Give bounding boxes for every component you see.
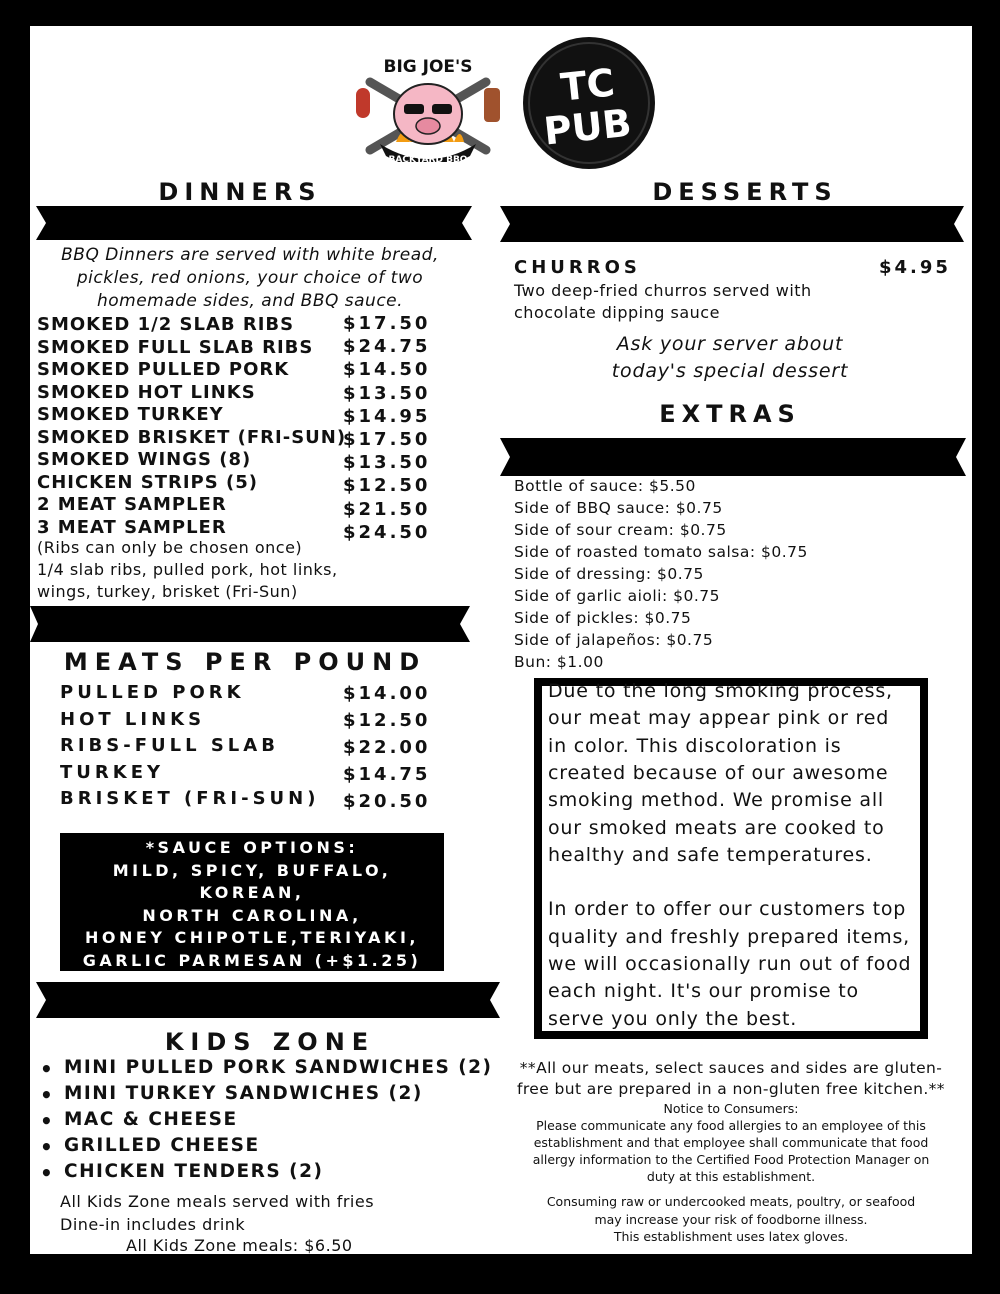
- notice-line: created because of our awesome: [548, 761, 889, 784]
- notice-line: Please communicate any food allergies to an employee of this: [536, 1118, 926, 1133]
- kids-note: All Kids Zone meals: $6.50: [126, 1236, 353, 1254]
- notice-line: duty at this establishment.: [646, 1169, 816, 1184]
- special-line: Ask your server about: [616, 333, 844, 355]
- meat-item-price: $14.00: [343, 683, 431, 704]
- intro-line: BBQ Dinners are served with white bread,: [61, 245, 439, 265]
- dinners-intro: [40, 244, 460, 313]
- dinner-item-name: SMOKED BRISKET (FRI-SUN): [37, 426, 347, 448]
- churros-desc: Two deep-fried churros served with: [514, 281, 812, 300]
- big-joes-logo: [348, 44, 508, 162]
- dinner-item-name: SMOKED HOT LINKS: [37, 381, 256, 403]
- dinner-item-price: $24.50: [343, 521, 431, 543]
- extras-item: Side of BBQ sauce: $0.75: [514, 499, 723, 517]
- notice-line: our meat may appear pink or red: [548, 707, 890, 730]
- gluten-line: free but are prepared in a non-gluten free kitchen.**: [517, 1080, 945, 1098]
- kids-item: • MINI TURKEY SANDWICHES (2): [64, 1083, 423, 1104]
- svg-text:PUB: PUB: [541, 100, 634, 154]
- gluten-note: [496, 1058, 966, 1100]
- extras-item: Side of sour cream: $0.75: [514, 521, 727, 539]
- notice-line: Due to the long smoking process,: [548, 680, 893, 702]
- dinner-item-price: $12.50: [343, 475, 431, 497]
- dinner-item-name: SMOKED TURKEY: [37, 404, 224, 425]
- notice-title: Notice to Consumers:: [663, 1101, 799, 1116]
- notice-line: allergy information to the Certified Food Protection Manager on: [532, 1152, 930, 1167]
- kids-ribbon: [36, 982, 500, 1018]
- dinner-item-name: SMOKED WINGS (8): [37, 449, 252, 470]
- kids-heading: KIDS ZONE: [164, 1028, 376, 1056]
- intro-line: pickles, red onions, your choice of two: [76, 268, 424, 288]
- notice-line: In order to offer our customers top: [548, 898, 907, 921]
- extras-item: Side of garlic aioli: $0.75: [514, 587, 721, 605]
- special-dessert-note: [590, 331, 870, 385]
- dinner-item-price: $13.50: [343, 452, 431, 474]
- notice-line: establishment and that employee shall communicate that food: [533, 1135, 929, 1150]
- raw-food-warning: [496, 1193, 966, 1246]
- dinner-item-name: 2 MEAT SAMPLER: [37, 494, 227, 515]
- meat-item-price: $20.50: [343, 791, 431, 812]
- meat-item-name: HOT LINKS: [60, 708, 206, 730]
- meat-item-price: $12.50: [343, 710, 431, 731]
- dinner-item-price: $24.75: [343, 336, 431, 358]
- notice-line: each night. It's our promise to: [548, 980, 859, 1003]
- extras-item: Side of roasted tomato salsa: $0.75: [514, 543, 808, 561]
- meats-heading: MEATS PER POUND: [63, 648, 427, 676]
- dinner-item-price: $17.50: [343, 313, 431, 334]
- notice-line: quality and freshly prepared items,: [548, 925, 910, 948]
- extras-item: Side of dressing: $0.75: [514, 565, 704, 583]
- sauce-line: MILD, SPICY, BUFFALO, KOREAN,: [112, 860, 392, 902]
- meats-ribbon: [30, 606, 470, 642]
- dinner-item-price: $14.95: [343, 405, 431, 427]
- meat-item-price: $14.75: [343, 764, 431, 785]
- notice-line: smoking method. We promise all: [548, 789, 885, 812]
- special-line: today's special dessert: [611, 360, 849, 382]
- sauce-options-box: [60, 833, 444, 971]
- dinner-item-name: SMOKED FULL SLAB RIBS: [37, 336, 314, 358]
- warning-line: Consuming raw or undercooked meats, poultry, or seafood: [546, 1194, 916, 1209]
- extras-item: Bottle of sauce: $5.50: [514, 477, 696, 495]
- dinner-item-price: $14.50: [343, 359, 431, 381]
- notice-line: we will occasionally run out of food: [548, 953, 912, 975]
- dinner-item-price: $21.50: [343, 498, 431, 520]
- warning-line: This establishment uses latex gloves.: [613, 1229, 849, 1244]
- dinner-item-price: $17.50: [343, 429, 431, 450]
- dinner-item-name: 3 MEAT SAMPLER: [37, 516, 227, 538]
- churros-price: $4.95: [879, 257, 951, 278]
- dinner-item-name: SMOKED PULLED PORK: [37, 359, 290, 380]
- dinners-heading: DINNERS: [158, 178, 322, 206]
- meat-item-name: RIBS-FULL SLAB: [60, 735, 279, 756]
- desserts-ribbon: [500, 206, 964, 242]
- sampler-note: 1/4 slab ribs, pulled pork, hot links,: [37, 560, 338, 579]
- dinner-item-price: $13.50: [343, 382, 431, 404]
- desserts-heading: DESSERTS: [652, 178, 838, 206]
- menu-page: [30, 26, 972, 1254]
- gluten-line: **All our meats, select sauces and sides are gluten-: [519, 1059, 943, 1077]
- extras-item: Bun: $1.00: [514, 653, 604, 671]
- consumer-notice: [496, 1100, 966, 1185]
- sampler-note: (Ribs can only be chosen once): [37, 538, 303, 557]
- extras-ribbon: [500, 438, 966, 476]
- notice-line: serve you only the best.: [548, 1007, 798, 1030]
- kids-note: Dine-in includes drink: [60, 1215, 246, 1234]
- svg-text:BACKYARD BBQ: BACKYARD BBQ: [388, 155, 468, 162]
- warning-line: may increase your risk of foodborne illness.: [594, 1211, 868, 1227]
- meat-item-price: $22.00: [343, 737, 431, 758]
- dinner-item-name: SMOKED 1/2 SLAB RIBS: [37, 314, 295, 335]
- churros-name: CHURROS: [514, 257, 641, 278]
- svg-text:BIG JOE'S: BIG JOE'S: [383, 57, 473, 77]
- dinner-item-name: CHICKEN STRIPS (5): [37, 471, 258, 493]
- notice-line: healthy and safe temperatures.: [548, 843, 873, 866]
- dinners-ribbon: [36, 206, 472, 240]
- notice-line: our smoked meats are cooked to: [548, 816, 885, 839]
- sampler-note: wings, turkey, brisket (Fri-Sun): [37, 582, 298, 601]
- meat-item-name: TURKEY: [60, 761, 165, 783]
- sauce-line: GARLIC PARMESAN (+$1.25): [82, 950, 422, 970]
- churros-desc: chocolate dipping sauce: [514, 303, 720, 322]
- intro-line: homemade sides, and BBQ sauce.: [96, 291, 404, 311]
- meat-item-name: PULLED PORK: [60, 682, 245, 703]
- extras-item: Side of pickles: $0.75: [514, 609, 692, 627]
- sauce-line: *SAUCE OPTIONS:: [145, 838, 359, 857]
- svg-text:TC: TC: [558, 60, 617, 110]
- meat-item-name: BRISKET (FRI-SUN): [60, 788, 320, 809]
- extras-heading: EXTRAS: [659, 400, 801, 428]
- sauce-line: HONEY CHIPOTLE,TERIYAKI,: [85, 928, 419, 947]
- tc-pub-logo: [522, 36, 656, 170]
- kids-item: • CHICKEN TENDERS (2): [64, 1161, 323, 1182]
- kids-item: • GRILLED CHEESE: [64, 1135, 260, 1156]
- notice-line: in color. This discoloration is: [548, 734, 842, 757]
- extras-item: Side of jalapeños: $0.75: [514, 631, 714, 649]
- kids-item: • MAC & CHEESE: [64, 1109, 238, 1130]
- sauce-line: NORTH CAROLINA,: [142, 905, 362, 925]
- kids-note: All Kids Zone meals served with fries: [60, 1192, 375, 1211]
- kids-item: • MINI PULLED PORK SANDWICHES (2): [64, 1057, 493, 1078]
